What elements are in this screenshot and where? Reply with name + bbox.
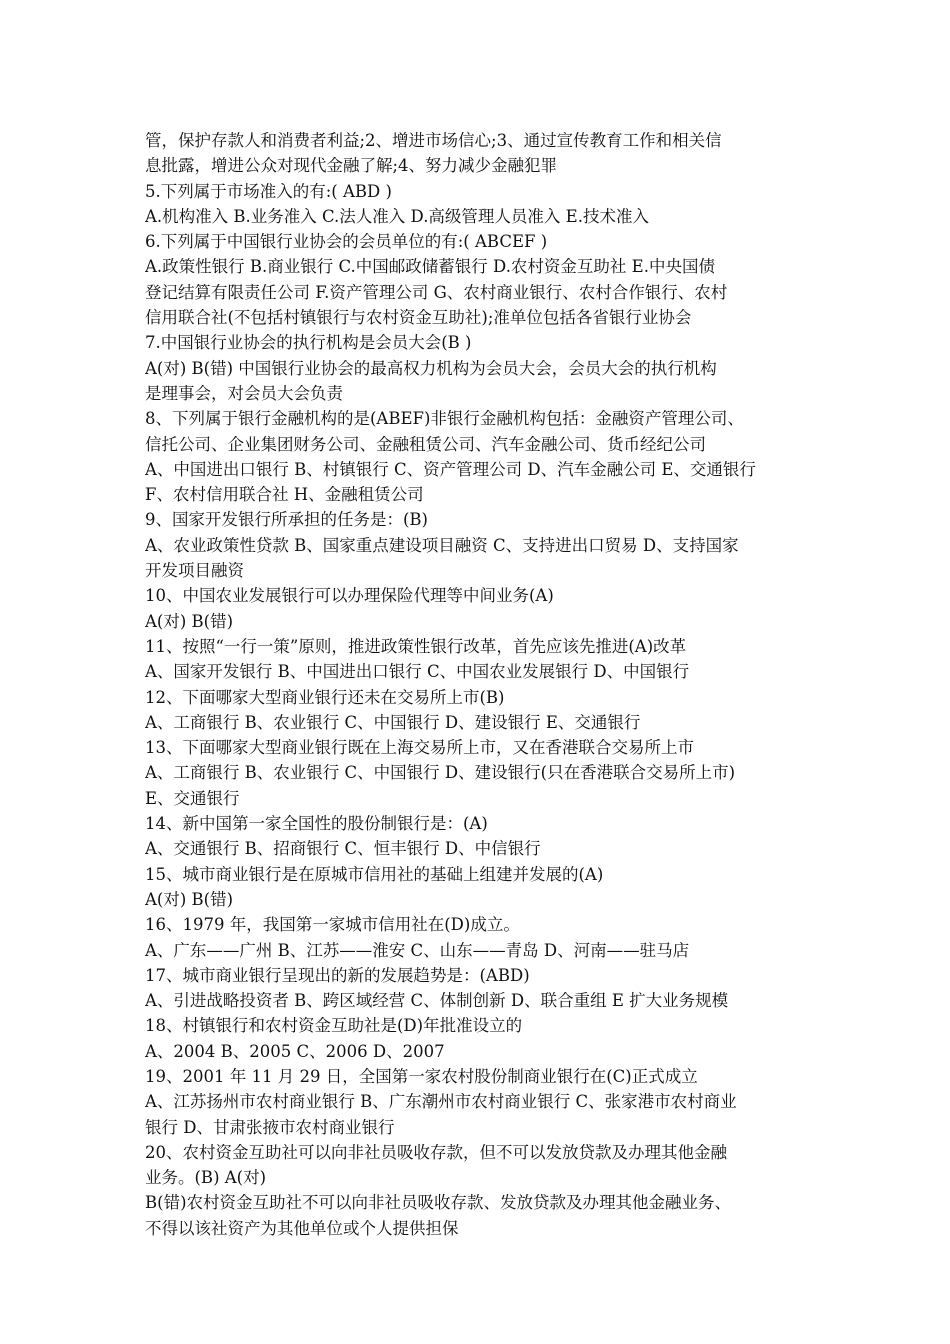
- text-line: A、引进战略投资者 B、跨区域经营 C、体制创新 D、联合重组 E 扩大业务规模: [145, 991, 729, 1011]
- text-line: 信托公司、企业集团财务公司、金融租赁公司、汽车金融公司、货币经纪公司: [145, 434, 706, 454]
- text-line: 信用联合社(不包括村镇银行与农村资金互助社);准单位包括各省银行业协会: [145, 308, 692, 328]
- text-line: 8、下列属于银行金融机构的是(ABEF)非银行金融机构包括：金融资产管理公司、: [145, 409, 744, 429]
- document-body: [145, 128, 815, 1241]
- text-line: A、江苏扬州市农村商业银行 B、广东潮州市农村商业银行 C、张家港市农村商业: [145, 1092, 737, 1112]
- text-line: 7.中国银行业协会的执行机构是会员大会(B ): [145, 333, 472, 353]
- text-line: 17、城市商业银行呈现出的新的发展趋势是：(ABD): [145, 965, 530, 985]
- text-line: 13、下面哪家大型商业银行既在上海交易所上市，又在香港联合交易所上市: [145, 738, 694, 758]
- text-line: 开发项目融资: [145, 561, 244, 581]
- text-line: 是理事会，对会员大会负责: [145, 383, 343, 403]
- text-line: 登记结算有限责任公司 F.资产管理公司 G、农村商业银行、农村合作银行、农村: [145, 282, 728, 302]
- text-line: 14、新中国第一家全国性的股份制银行是：(A): [145, 814, 488, 834]
- text-line: A、国家开发银行 B、中国进出口银行 C、中国农业发展银行 D、中国银行: [145, 662, 690, 682]
- text-line: 10、中国农业发展银行可以办理保险代理等中间业务(A): [145, 586, 554, 606]
- text-line: A、工商银行 B、农业银行 C、中国银行 D、建设银行 E、交通银行: [145, 712, 641, 732]
- text-line: 6.下列属于中国银行业协会的会员单位的有:( ABCEF ): [145, 232, 548, 252]
- text-line: A.机构准入 B.业务准入 C.法人准入 D.高级管理人员准入 E.技术准入: [145, 206, 649, 226]
- text-line: 息批露，增进公众对现代金融了解;4、努力减少金融犯罪: [145, 156, 558, 176]
- text-line: 管，保护存款人和消费者利益;2、增进市场信心;3、通过宣传教育工作和相关信: [145, 131, 722, 150]
- text-line: 16、1979 年，我国第一家城市信用社在(D)成立。: [145, 915, 520, 935]
- text-line: A、交通银行 B、招商银行 C、恒丰银行 D、中信银行: [145, 839, 541, 859]
- text-line: 银行 D、甘肃张掖市农村商业银行: [145, 1117, 395, 1137]
- text-line: 业务。(B) A(对): [145, 1168, 267, 1188]
- text-line: A(对) B(错): [145, 611, 234, 631]
- text-line: A、2004 B、2005 C、2006 D、2007: [145, 1041, 445, 1061]
- text-line: 20、农村资金互助社可以向非社员吸收存款，但不可以发放贷款及办理其他金融: [145, 1142, 727, 1162]
- text-line: A(对) B(错) 中国银行业协会的最高权力机构为会员大会，会员大会的执行机构: [145, 358, 717, 378]
- text-line: 5.下列属于市场准入的有:( ABD ): [145, 181, 392, 201]
- text-line: 9、国家开发银行所承担的任务是：(B): [145, 510, 428, 530]
- text-line: A、工商银行 B、农业银行 C、中国银行 D、建设银行(只在香港联合交易所上市): [145, 763, 736, 783]
- text-line: A、农业政策性贷款 B、国家重点建设项目融资 C、支持进出口贸易 D、支持国家: [145, 535, 739, 555]
- text-line: 不得以该社资产为其他单位或个人提供担保: [145, 1218, 459, 1238]
- text-line: 18、村镇银行和农村资金互助社是(D)年批准设立的: [145, 1016, 523, 1036]
- text-line: A、广东——广州 B、江苏——淮安 C、山东——青岛 D、河南——驻马店: [145, 940, 690, 960]
- text-line: A.政策性银行 B.商业银行 C.中国邮政储蓄银行 D.农村资金互助社 E.中央国债: [145, 257, 715, 277]
- text-line: B(错)农村资金互助社不可以向非社员吸收存款、发放贷款及办理其他金融业务、: [145, 1193, 731, 1213]
- text-line: E、交通银行: [145, 788, 240, 808]
- text-line: 19、2001 年 11 月 29 日，全国第一家农村股份制商业银行在(C)正式成立: [145, 1066, 698, 1086]
- text-line: 12、下面哪家大型商业银行还未在交易所上市(B): [145, 687, 505, 707]
- text-line: F、农村信用联合社 H、金融租赁公司: [145, 485, 424, 505]
- text-line: A、中国进出口银行 B、村镇银行 C、资产管理公司 D、汽车金融公司 E、交通银行: [145, 459, 756, 479]
- text-line: 15、城市商业银行是在原城市信用社的基础上组建并发展的(A): [145, 864, 604, 884]
- text-line: 11、按照“一行一策”原则，推进政策性银行改革，首先应该先推进(A)改革: [145, 636, 687, 656]
- text-line: A(对) B(错): [145, 889, 234, 909]
